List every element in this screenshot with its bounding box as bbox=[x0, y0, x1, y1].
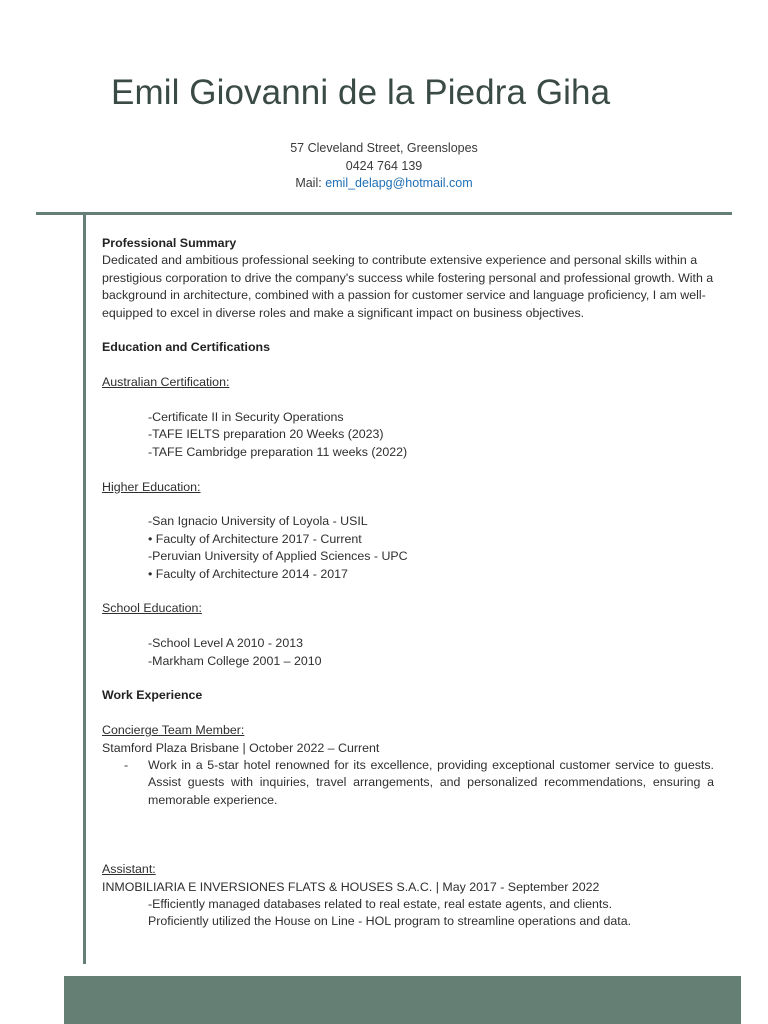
footer-band bbox=[64, 976, 741, 1024]
list-item: -Certificate II in Security Operations bbox=[148, 410, 344, 425]
education-heading: Education and Certifications bbox=[102, 340, 270, 355]
list-item: -School Level A 2010 - 2013 bbox=[148, 636, 303, 651]
job-title: Assistant: bbox=[102, 862, 156, 877]
summary-heading: Professional Summary bbox=[102, 236, 237, 250]
mail-label: Mail: bbox=[295, 176, 326, 190]
school-education-label: School Education: bbox=[102, 601, 202, 616]
work-heading: Work Experience bbox=[102, 688, 203, 703]
list-item: -TAFE IELTS preparation 20 Weeks (2023) bbox=[148, 427, 384, 442]
higher-education-label: Higher Education: bbox=[102, 479, 201, 494]
header-divider bbox=[36, 212, 732, 215]
job-description-text: Work in a 5-star hotel renowned for its excellence, providing exceptional customer service to guests. Assist guests with inquiries, travel arrangements, and personalized recommendations, ensuring a memorable experience. bbox=[148, 758, 714, 807]
summary-text: Dedicated and ambitious professional seeking to contribute extensive experience and personal skills within a prestigious corporation to drive the company's success while fostering personal and professional growth. With a background in architecture, combined with a passion for customer service and language proficiency, I am well-equipped to excel in diverse roles and make a significant impact on business objectives. bbox=[102, 253, 714, 320]
resume-body bbox=[102, 235, 714, 931]
dash-bullet: - bbox=[124, 758, 129, 773]
list-item: -Markham College 2001 – 2010 bbox=[148, 653, 322, 668]
job-description bbox=[102, 757, 714, 809]
list-item: Proficiently utilized the House on Line - HOL program to streamline operations and data. bbox=[148, 914, 632, 929]
list-item: • Faculty of Architecture 2017 - Current bbox=[148, 531, 362, 546]
address: 57 Cleveland Street, Greenslopes bbox=[290, 141, 478, 155]
list-item: -San Ignacio University of Loyola - USIL bbox=[148, 514, 368, 529]
list-item: -TAFE Cambridge preparation 11 weeks (2022) bbox=[148, 444, 408, 459]
phone: 0424 764 139 bbox=[345, 158, 423, 173]
job-company: INMOBILIARIA E INVERSIONES FLATS & HOUSES S.A.C. | May 2017 - September 2022 bbox=[102, 879, 600, 894]
side-rule bbox=[83, 213, 86, 964]
email-link[interactable]: emil_delapg@hotmail.com bbox=[325, 176, 473, 190]
list-item: -Efficiently managed databases related to real estate, real estate agents, and clients. bbox=[148, 897, 613, 912]
job-company: Stamford Plaza Brisbane | October 2022 – Current bbox=[102, 740, 380, 755]
australian-cert-label: Australian Certification: bbox=[102, 375, 230, 390]
job-title: Concierge Team Member: bbox=[102, 723, 245, 738]
list-item: -Peruvian University of Applied Sciences - UPC bbox=[148, 549, 408, 564]
candidate-name: Emil Giovanni de la Piedra Giha bbox=[111, 73, 611, 112]
contact-block bbox=[0, 140, 768, 193]
list-item: • Faculty of Architecture 2014 - 2017 bbox=[148, 566, 348, 581]
mail-line bbox=[0, 175, 768, 193]
